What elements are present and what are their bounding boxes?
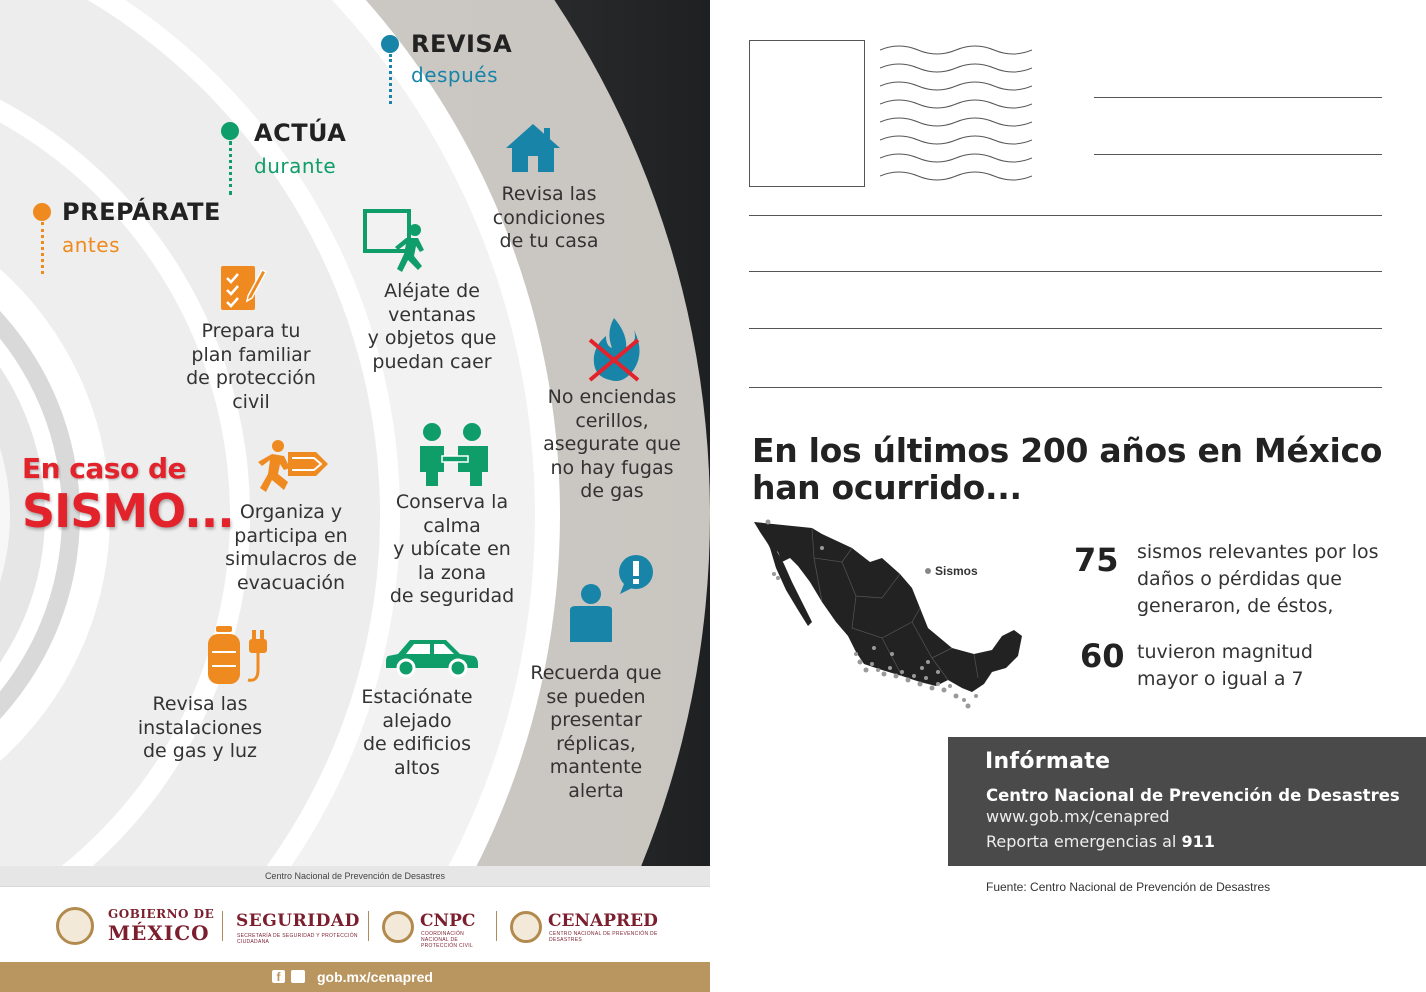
tip-after-3: Recuerda que se pueden presentar réplicas, mantente alerta [530,662,662,802]
info-report [986,832,1215,851]
footer-bar [0,962,710,992]
info-title: Infórmate [985,749,1111,774]
logo-separator [496,911,497,941]
address-line-5 [749,328,1382,329]
stat-number-1: 75 [1074,541,1119,579]
phase-title-after: REVISA [411,30,513,58]
credit-strip: Centro Nacional de Prevención de Desastres [0,866,710,886]
stats-heading: En los últimos 200 años en México han ocurrido... [752,431,1383,507]
infographic-panel [0,0,710,992]
person-alert-icon [566,554,662,644]
phase-line-during [229,141,232,195]
tip-during-3: Estaciónate alejado de edificios altos [361,686,473,779]
tip-during-2: Conserva la calma y ubícate en la zona de seguridad [389,491,515,607]
logo-separator [222,911,223,941]
phase-subtitle-after: después [411,63,499,87]
info-report-prefix: Reporta emergencias al [986,832,1182,851]
info-url[interactable]: www.gob.mx/cenapred [986,807,1170,826]
phase-line-before [41,222,44,274]
phase-dot-after [381,35,399,53]
stamp-box [749,40,865,187]
house-icon [504,122,562,174]
tip-during-1: Aléjate de ventanas y objetos que puedan caer [367,280,497,373]
social-handle[interactable]: gob.mx/cenapred [317,969,433,985]
cnpc-logo: CNPC [420,911,476,931]
logo-band [0,886,710,962]
address-line-4 [749,271,1382,272]
phase-subtitle-during: durante [254,154,337,178]
stat-text-1: sismos relevantes por los daños o pérdidas que generaron, de éstos, [1137,541,1379,617]
address-line-6 [749,387,1382,388]
mexico-eagle-emblem [56,907,94,945]
twitter-icon[interactable] [291,970,305,983]
map-legend-label: Sismos [935,564,978,578]
address-line-2 [1094,154,1382,155]
phase-title-before: PREPÁRATE [62,198,221,226]
phase-dot-before [33,203,51,221]
phase-dot-during [221,122,239,140]
source-note: Fuente: Centro Nacional de Prevención de Desastres [986,880,1271,894]
running-person-arrow-icon [258,438,330,494]
stat-number-2: 60 [1080,637,1125,675]
tip-after-2: No enciendas cerillos, asegurate que no hay fugas de gas [543,386,681,502]
cenapred-subtitle: CENTRO NACIONAL DE PREVENCIÓN DE DESASTRES [549,931,658,943]
stat-text-2: tuvieron magnitud mayor o igual a 7 [1137,641,1313,690]
car-icon [384,634,480,678]
info-org: Centro Nacional de Prevención de Desastres [986,786,1400,805]
tip-before-1: Prepara tu plan familiar de protección civil [186,320,316,413]
address-line-1 [1094,97,1382,98]
emergency-number: 911 [1181,832,1215,851]
logo-separator [368,911,369,941]
headline-line2: SISMO... [22,484,234,538]
tip-before-3: Revisa las instalaciones de gas y luz [137,693,263,762]
mexico-earthquake-map [752,518,1028,714]
cenapred-emblem [510,911,542,943]
phase-title-during: ACTÚA [254,119,347,147]
gobierno-line2: MÉXICO [108,921,210,945]
seguridad-subtitle: SECRETARÍA DE SEGURIDAD Y PROTECCIÓN CIUDADANA [237,933,358,945]
headline-line1: En caso de [22,452,186,485]
info-box [948,737,1426,866]
facebook-icon[interactable]: f [272,970,285,983]
postmark-wavy-lines [880,42,1032,192]
people-calm-icon [418,422,492,486]
tip-after-1: Revisa las condiciones de tu casa [492,183,606,252]
gobierno-line1: GOBIERNO DE [108,907,215,921]
no-fire-icon [586,314,642,386]
tip-before-2: Organiza y participa en simulacros de evacuación [225,501,357,594]
window-exit-icon [362,208,432,274]
seguridad-logo: SEGURIDAD [236,911,360,931]
cnpc-subtitle: COORDINACIÓN NACIONAL DE PROTECCIÓN CIVIL [421,931,474,949]
phase-subtitle-before: antes [62,233,120,257]
cnpc-emblem [382,911,414,943]
cenapred-logo: CENAPRED [548,911,658,931]
checklist-icon [218,262,268,314]
phase-line-after [389,54,392,104]
gas-plug-icon [204,626,272,688]
address-line-3 [749,215,1382,216]
